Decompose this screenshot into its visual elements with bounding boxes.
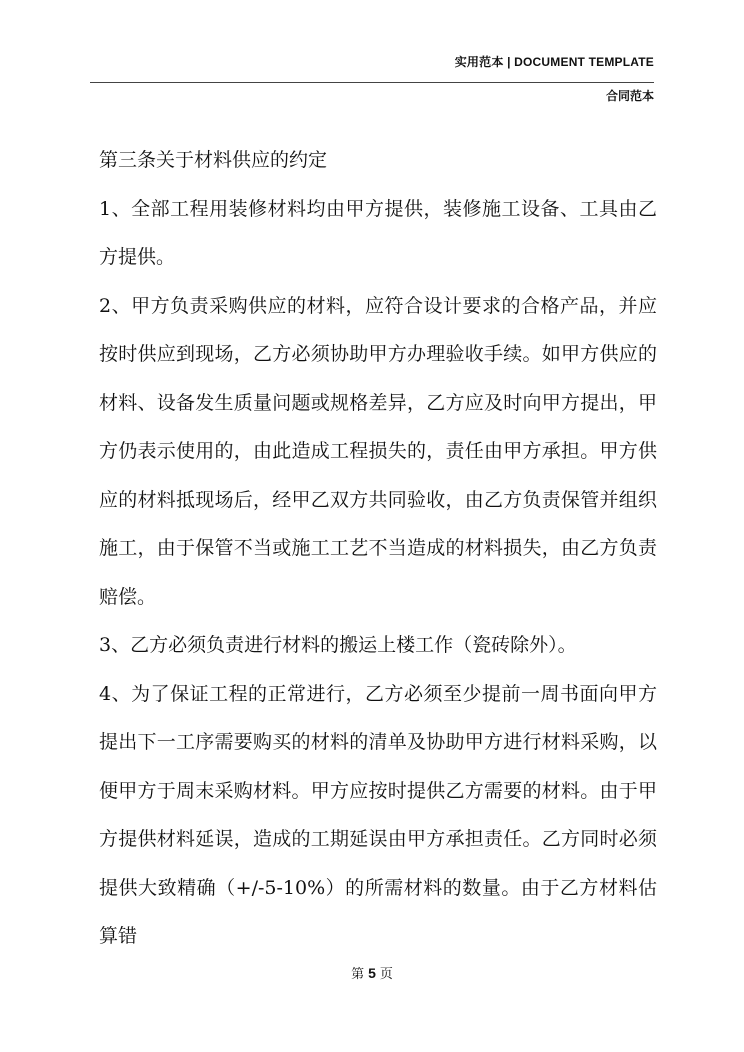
clause-paragraph-2: 2、甲方负责采购供应的材料，应符合设计要求的合格产品，并应按时供应到现场，乙方必须协助甲方办理验收手续。如甲方供应的材料、设备发生质量问题或规格差异，乙方应及时向甲方提出，甲方仍表示使用的，由此造成工程损失的，责任由甲方承担。甲方供应的材料抵现场后，经甲乙双方共同验收，由乙方负责保管并组织施工，由于保管不当或施工工艺不当造成的材料损失，由乙方负责赔偿。 [99, 294, 657, 608]
document-body [99, 136, 657, 961]
header-subtitle: 合同范本 [605, 89, 654, 103]
header-title: 实用范本 | DOCUMENT TEMPLATE [454, 55, 654, 69]
clause-paragraph-1: 1、全部工程用装修材料均由甲方提供，装修施工设备、工具由乙方提供。 [99, 197, 657, 268]
footer-prefix: 第 [351, 967, 365, 982]
page-number: 5 [368, 965, 376, 981]
section-heading: 第三条关于材料供应的约定 [99, 149, 328, 171]
header-divider [90, 82, 654, 83]
page-footer [0, 963, 744, 982]
clause-paragraph-3: 3、乙方必须负责进行材料的搬运上楼工作（瓷砖除外）。 [99, 634, 577, 656]
footer-suffix: 页 [379, 967, 393, 982]
clause-paragraph-4: 4、为了保证工程的正常进行，乙方必须至少提前一周书面向甲方提出下一工序需要购买的材料的清单及协助甲方进行材料采购，以便甲方于周末采购材料。甲方应按时提供乙方需要的材料。由于甲方提供材料延误，造成的工期延误由甲方承担责任。乙方同时必须提供大致精确（+/-5-10%）的所需材料的数量。由于乙方材料估算错 [99, 682, 657, 947]
